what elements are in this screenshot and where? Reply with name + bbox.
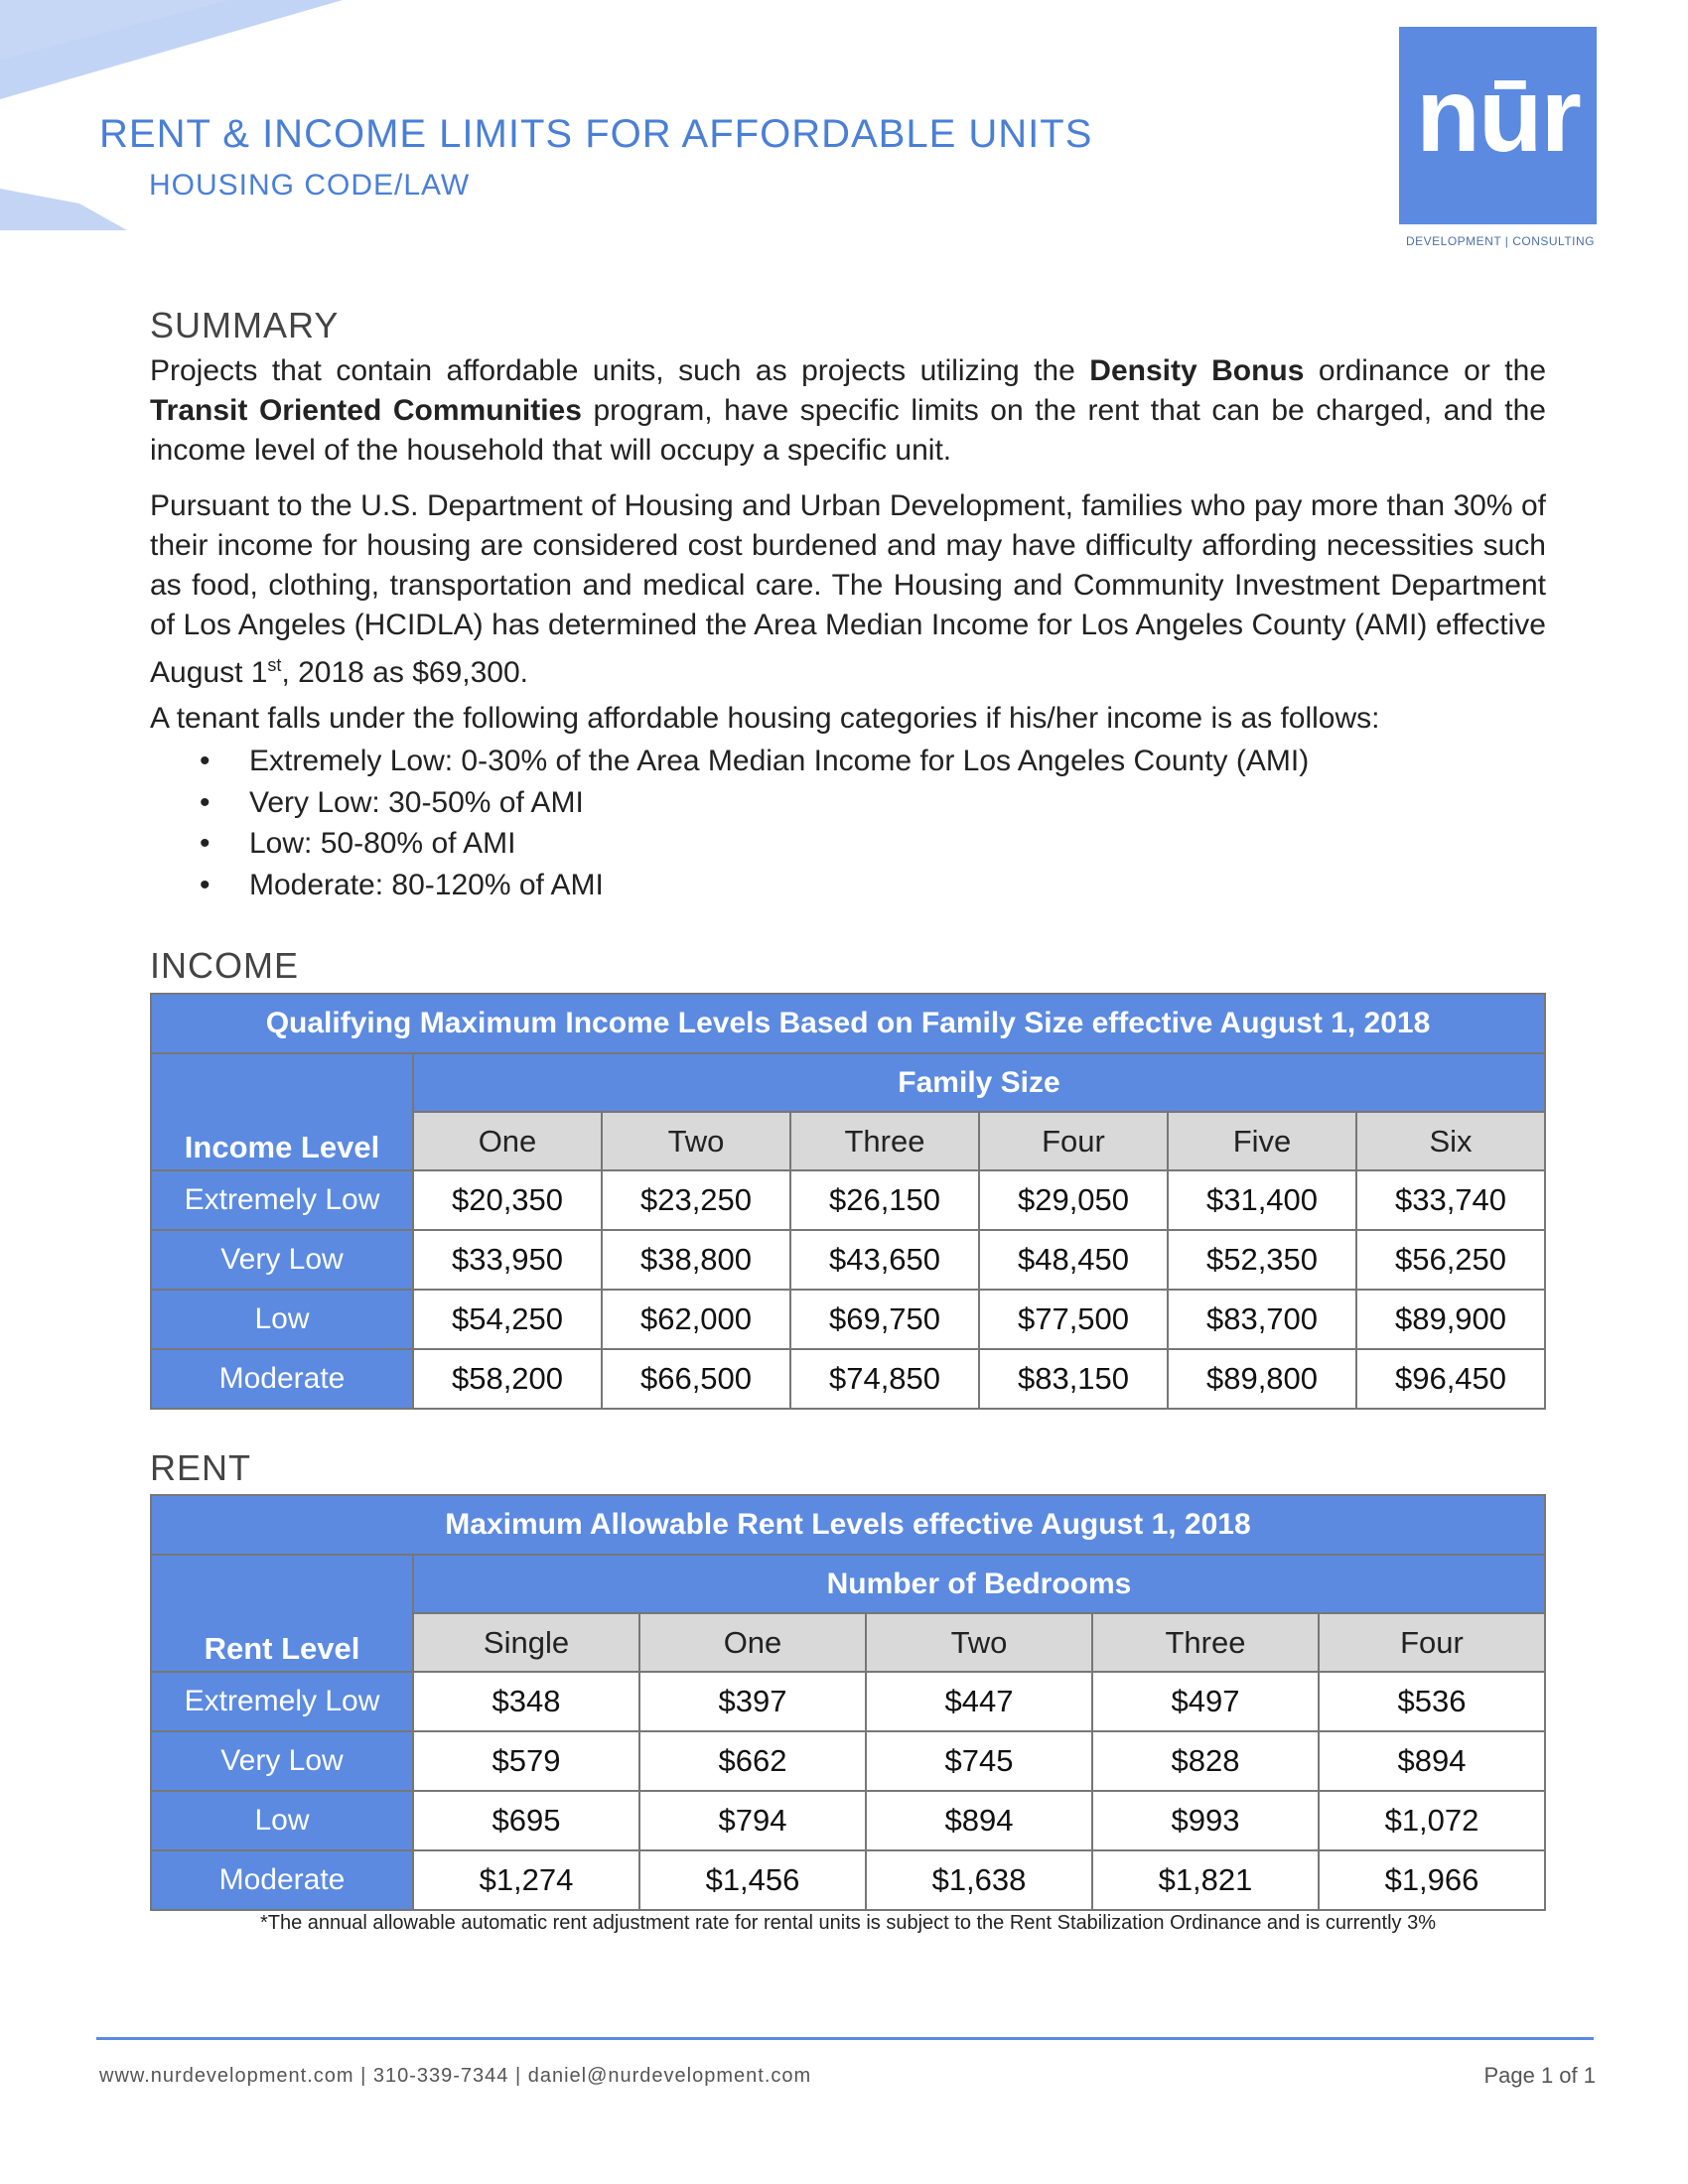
bullet-icon: • — [200, 827, 211, 860]
column-header: Single — [413, 1613, 639, 1672]
table-cell: $33,740 — [1356, 1170, 1545, 1230]
column-header: Two — [602, 1112, 790, 1170]
table-cell: $77,500 — [979, 1290, 1168, 1349]
table-row — [151, 1850, 1545, 1910]
table-cell: $794 — [639, 1791, 866, 1850]
row-label: Extremely Low — [151, 1170, 413, 1230]
column-header: Two — [866, 1613, 1092, 1672]
table-cell: $348 — [413, 1672, 639, 1731]
income-table — [150, 993, 1546, 1410]
list-item: • Low: 50-80% of AMI — [150, 823, 1546, 865]
list-item: • Very Low: 30-50% of AMI — [150, 782, 1546, 824]
table-cell: $536 — [1319, 1672, 1545, 1731]
summary-paragraph-2: Pursuant to the U.S. Department of Housing and Urban Development, families who pay more than 30% of their income for housing are considered cost burdened and may have difficulty affording necessities such as food, clothing, transportation and medical care. The Housing and Community Investment Department of Los Angeles (HCIDLA) has determined the Area Median Income for Los Angeles County (AMI) effective August 1st, 2018 as $69,300. — [150, 489, 1546, 689]
bullet-icon: • — [200, 785, 211, 819]
logo-tagline: DEVELOPMENT | CONSULTING — [1405, 234, 1596, 248]
summary-paragraph-1: Projects that contain affordable units, such as projects utilizing the Density Bonus ordinance or the Transit Oriented Communities program, have specific limits on the rent that can be charged, and the income level of the household that will occupy a specific unit. — [150, 354, 1546, 467]
list-item: • Extremely Low: 0-30% of the Area Median Income for Los Angeles County (AMI) — [150, 741, 1546, 782]
table-cell: $89,800 — [1168, 1349, 1356, 1409]
table-cell: $33,950 — [413, 1230, 602, 1290]
column-header: Four — [979, 1112, 1168, 1170]
table-cell: $58,200 — [413, 1349, 602, 1409]
table-cell: $695 — [413, 1791, 639, 1850]
table-cell: $38,800 — [602, 1230, 790, 1290]
logo-wordmark: nūr — [1416, 57, 1580, 174]
bedrooms-header: Number of Bedrooms — [413, 1555, 1545, 1613]
table-cell: $745 — [866, 1731, 1092, 1791]
table-cell: $56,250 — [1356, 1230, 1545, 1290]
table-cell: $62,000 — [602, 1290, 790, 1349]
rent-level-header: Rent Level — [151, 1555, 413, 1672]
table-cell: $20,350 — [413, 1170, 602, 1230]
company-logo — [1399, 27, 1597, 224]
table-cell: $83,700 — [1168, 1290, 1356, 1349]
footer-divider — [96, 2037, 1594, 2040]
table-cell: $397 — [639, 1672, 866, 1731]
row-label: Very Low — [151, 1230, 413, 1290]
table-cell: $1,638 — [866, 1850, 1092, 1910]
table-cell: $894 — [1319, 1731, 1545, 1791]
rent-table-caption: Maximum Allowable Rent Levels effective August 1, 2018 — [151, 1495, 1545, 1555]
table-row — [151, 1230, 1545, 1290]
table-row — [151, 1791, 1545, 1850]
table-cell: $52,350 — [1168, 1230, 1356, 1290]
summary-heading: SUMMARY — [150, 305, 340, 345]
bullet-icon: • — [200, 745, 211, 777]
table-cell: $54,250 — [413, 1290, 602, 1349]
table-cell: $66,500 — [602, 1349, 790, 1409]
table-row — [151, 1731, 1545, 1791]
row-label: Low — [151, 1791, 413, 1850]
table-cell: $1,966 — [1319, 1850, 1545, 1910]
column-header: Six — [1356, 1112, 1545, 1170]
row-label: Moderate — [151, 1850, 413, 1910]
rent-heading: RENT — [150, 1447, 251, 1488]
table-row — [151, 1170, 1545, 1230]
table-cell: $89,900 — [1356, 1290, 1545, 1349]
table-cell: $69,750 — [790, 1290, 979, 1349]
list-item: • Moderate: 80-120% of AMI — [150, 865, 1546, 906]
bullet-icon: • — [200, 868, 211, 901]
table-cell: $1,821 — [1092, 1850, 1319, 1910]
rent-footnote: *The annual allowable automatic rent adjustment rate for rental units is subject to the Rent Stabilization Ordinance and is currently 3% — [260, 1912, 1436, 1934]
table-cell: $26,150 — [790, 1170, 979, 1230]
income-level-header: Income Level — [151, 1053, 413, 1170]
table-cell: $48,450 — [979, 1230, 1168, 1290]
row-label: Low — [151, 1290, 413, 1349]
table-cell: $579 — [413, 1731, 639, 1791]
table-cell: $83,150 — [979, 1349, 1168, 1409]
table-row — [151, 1290, 1545, 1349]
column-header: Three — [1092, 1613, 1319, 1672]
table-cell: $96,450 — [1356, 1349, 1545, 1409]
table-cell: $74,850 — [790, 1349, 979, 1409]
family-size-header: Family Size — [413, 1053, 1545, 1112]
table-cell: $23,250 — [602, 1170, 790, 1230]
summary-paragraph-3: A tenant falls under the following affordable housing categories if his/her income is as follows: — [150, 702, 1380, 735]
table-cell: $31,400 — [1168, 1170, 1356, 1230]
table-cell: $1,072 — [1319, 1791, 1545, 1850]
column-header: One — [413, 1112, 602, 1170]
page-subtitle: HOUSING CODE/LAW — [149, 169, 471, 202]
table-cell: $828 — [1092, 1731, 1319, 1791]
table-cell: $1,274 — [413, 1850, 639, 1910]
table-cell: $1,456 — [639, 1850, 866, 1910]
table-cell: $29,050 — [979, 1170, 1168, 1230]
column-header: Three — [790, 1112, 979, 1170]
page-title: RENT & INCOME LIMITS FOR AFFORDABLE UNITS — [99, 112, 1093, 156]
table-cell: $497 — [1092, 1672, 1319, 1731]
page-number: Page 1 of 1 — [1483, 2063, 1596, 2088]
column-header: Four — [1319, 1613, 1545, 1672]
table-cell: $993 — [1092, 1791, 1319, 1850]
column-header: One — [639, 1613, 866, 1672]
table-row — [151, 1672, 1545, 1731]
column-header: Five — [1168, 1112, 1356, 1170]
table-cell: $43,650 — [790, 1230, 979, 1290]
footer-contact: www.nurdevelopment.com | 310-339-7344 | daniel@nurdevelopment.com — [99, 2065, 812, 2087]
rent-table — [150, 1494, 1546, 1911]
affordability-categories-list — [150, 741, 1546, 905]
row-label: Moderate — [151, 1349, 413, 1409]
table-cell: $447 — [866, 1672, 1092, 1731]
row-label: Very Low — [151, 1731, 413, 1791]
table-cell: $662 — [639, 1731, 866, 1791]
table-cell: $894 — [866, 1791, 1092, 1850]
income-heading: INCOME — [150, 945, 299, 986]
row-label: Extremely Low — [151, 1672, 413, 1731]
table-row — [151, 1349, 1545, 1409]
income-table-caption: Qualifying Maximum Income Levels Based on Family Size effective August 1, 2018 — [151, 994, 1545, 1053]
